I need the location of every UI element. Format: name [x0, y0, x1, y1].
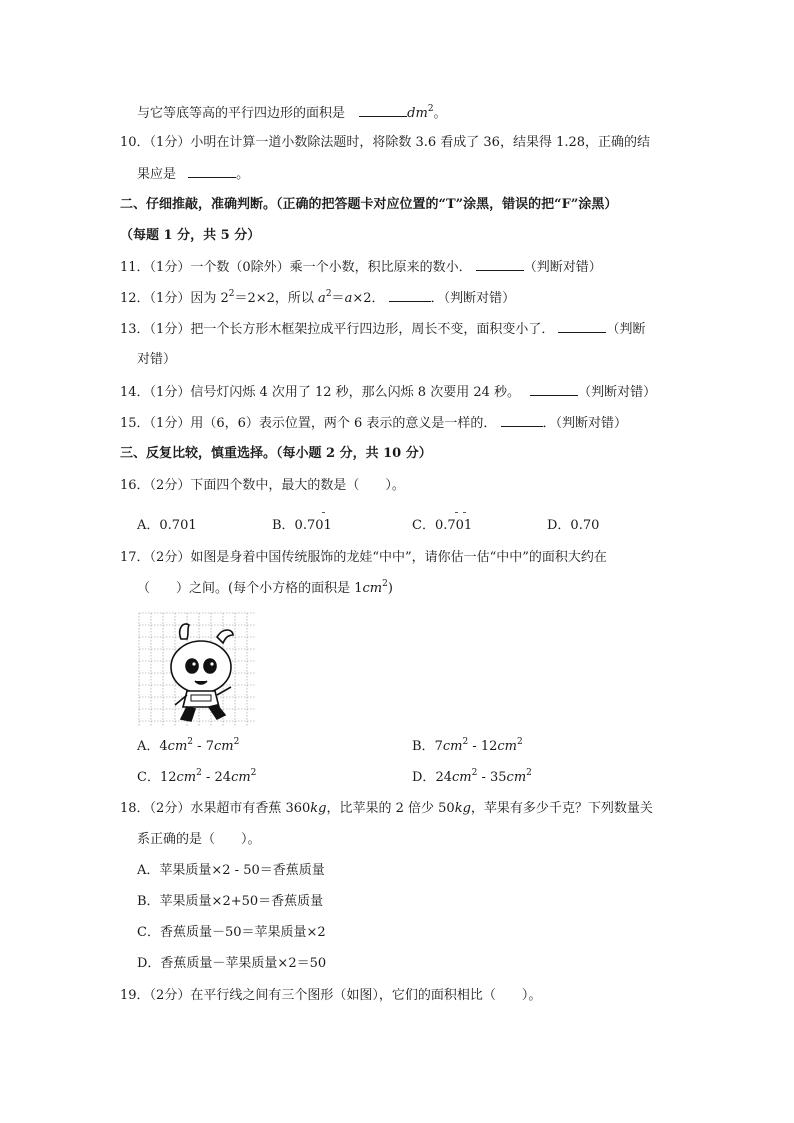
question-12 — [120, 288, 515, 309]
dash: - — [193, 739, 206, 754]
question-14 — [120, 382, 656, 403]
question-number: 19． — [120, 988, 150, 1003]
answer-blank[interactable] — [476, 257, 524, 271]
unit: cm — [362, 581, 383, 596]
unit: kg — [310, 801, 327, 816]
question-18-line2: 系正确的是（ ）。 — [137, 832, 261, 847]
option-value: 12 — [159, 770, 177, 785]
section-3-title: 三、反复比较，慎重选择。（每小题 2 分，共 10 分） — [120, 446, 432, 461]
dash: - — [201, 770, 215, 785]
question-number: 12． — [120, 291, 150, 306]
superscript: 2 — [228, 289, 235, 299]
option-b[interactable]: B．苹果质量×2+50＝香蕉质量 — [137, 894, 324, 909]
superscript: 2 — [526, 768, 532, 778]
unit: dm — [407, 106, 428, 121]
option-d[interactable]: D．香蕉质量－苹果质量×2＝50 — [137, 956, 327, 971]
grid-image — [137, 611, 257, 729]
question-text: 下面四个数中，最大的数是（ ）。 — [190, 478, 405, 493]
answer-blank[interactable] — [188, 164, 236, 178]
question-number: 18． — [120, 801, 150, 816]
text-part: 水果超市有香蕉 360 — [190, 801, 311, 816]
option-label: C． — [137, 770, 160, 785]
question-text: 一个数（0除外）乘一个小数，积比原来的数小． — [190, 260, 472, 275]
superscript: 2 — [462, 737, 469, 747]
option-value: 24 — [435, 770, 452, 785]
superscript: 2 — [233, 737, 240, 747]
option-value: 12 — [480, 739, 498, 754]
option-label: D． — [412, 770, 436, 785]
question-number: 16． — [120, 478, 150, 493]
text-part: 因为 2 — [190, 291, 229, 306]
superscript: 2 — [196, 768, 202, 778]
superscript: 2 — [187, 737, 194, 747]
option-value: 7 — [205, 739, 214, 754]
repeat-dot — [455, 512, 458, 513]
question-score: （1分） — [149, 135, 191, 150]
option-value: 35 — [490, 770, 507, 785]
unit: cm — [167, 739, 188, 754]
answer-blank[interactable] — [359, 103, 407, 117]
question-tail: ．（判断对错） — [542, 416, 628, 431]
dash: - — [468, 739, 481, 754]
option-a[interactable]: A．0.701 — [137, 518, 197, 533]
question-score: （1分） — [149, 322, 191, 337]
option-value: 7 — [434, 739, 443, 754]
option-c[interactable]: C．0.701 — [412, 518, 473, 533]
question-score: （2分） — [149, 550, 191, 565]
question-13 — [120, 319, 646, 340]
option-a[interactable]: A．苹果质量×2 - 50＝香蕉质量 — [137, 863, 325, 878]
option-b[interactable]: B．0.701 — [272, 518, 332, 533]
q9-tail — [137, 103, 447, 124]
q9-text: 与它等底等高的平行四边形的面积是 — [137, 106, 346, 121]
unit: cm — [451, 770, 472, 785]
question-tail: ．（判断对错） — [430, 291, 516, 306]
question-text: 果应是 — [137, 167, 177, 182]
question-tail: （判断 — [606, 322, 646, 337]
question-text: （ ）之间。(每个小方格的面积是 1 — [137, 581, 363, 596]
repeat-dot — [463, 512, 466, 513]
question-17 — [120, 548, 607, 568]
option-c[interactable] — [137, 768, 256, 788]
question-13-line2: 对错） — [137, 352, 177, 367]
text-part: ＝2×2，所以 — [234, 291, 319, 306]
question-10-line2 — [137, 164, 249, 185]
answer-blank[interactable] — [558, 319, 606, 333]
question-18 — [120, 799, 653, 819]
unit: cm — [176, 770, 197, 785]
question-tail: （判断对错） — [578, 385, 657, 400]
variable: a — [344, 291, 353, 306]
superscript: 2 — [250, 768, 257, 778]
answer-blank[interactable] — [501, 413, 543, 427]
question-number: 17． — [120, 550, 150, 565]
answer-blank[interactable] — [530, 382, 578, 396]
question-score: （2分） — [149, 801, 191, 816]
dash: - — [477, 770, 490, 785]
punct: 。 — [236, 167, 250, 182]
question-text: 如图是身着中国传统服饰的龙娃“中中”，请你估一估“中中”的面积大约在 — [190, 550, 607, 565]
dragon-character — [171, 624, 233, 721]
question-10 — [120, 133, 650, 153]
question-19 — [120, 986, 541, 1006]
unit: cm — [213, 739, 234, 754]
unit: cm — [506, 770, 527, 785]
question-number: 13． — [120, 322, 150, 337]
question-score: （2分） — [149, 988, 191, 1003]
question-score: （1分） — [149, 291, 191, 306]
text-part: ，苹果有多少千克？下列数量关 — [470, 801, 653, 816]
text-part: ，比苹果的 2 倍少 50 — [326, 801, 455, 816]
question-score: （2分） — [149, 478, 191, 493]
question-text: 把一个长方形木框架拉成平行四边形，周长不变，面积变小了． — [190, 322, 555, 337]
punct: ) — [387, 581, 393, 596]
question-text: 用（6，6）表示位置，两个 6 表示的意义是一样的． — [190, 416, 497, 431]
option-value: 4 — [159, 739, 168, 754]
option-a[interactable] — [137, 737, 239, 757]
question-text: 小明在计算一道小数除法题时，将除数 3.6 看成了 36，结果得 1.28，正确的结 — [190, 135, 651, 150]
superscript: 2 — [382, 579, 388, 589]
dragon-figure — [137, 611, 257, 729]
question-text: 信号灯闪烁 4 次用了 12 秒，那么闪烁 8 次要用 24 秒。 — [190, 385, 521, 400]
superscript: 2 — [517, 737, 523, 747]
option-d[interactable] — [412, 768, 532, 788]
text-part: ＝ — [331, 291, 345, 306]
question-number: 15． — [120, 416, 150, 431]
section-2-title: 二、仔细推敲，准确判断。（正确的把答题卡对应位置的“T”涂黑，错误的把“F”涂黑） — [120, 197, 618, 212]
question-score: （1分） — [149, 385, 191, 400]
option-d[interactable]: D．0.70 — [547, 518, 600, 533]
question-number: 10． — [120, 135, 150, 150]
superscript: 2 — [471, 768, 478, 778]
option-label: A． — [137, 739, 160, 754]
punct: 。 — [433, 106, 447, 121]
unit: kg — [454, 801, 471, 816]
option-b[interactable] — [412, 737, 523, 757]
question-17-line2 — [137, 579, 393, 599]
unit: cm — [231, 770, 251, 785]
question-text: 在平行线之间有三个图形（如图），它们的面积相比（ ）。 — [190, 988, 542, 1003]
variable: a — [318, 291, 326, 306]
option-value: 24 — [214, 770, 232, 785]
option-label: B． — [412, 739, 435, 754]
question-number: 11． — [120, 260, 150, 275]
superscript: 2 — [325, 289, 332, 299]
option-c[interactable]: C．香蕉质量－50＝苹果质量×2 — [137, 925, 326, 940]
answer-blank[interactable] — [389, 288, 431, 302]
question-score: （1分） — [149, 416, 191, 431]
unit: cm — [497, 739, 518, 754]
superscript: 2 — [427, 104, 434, 114]
question-16 — [120, 476, 405, 496]
question-11 — [120, 257, 602, 278]
unit: cm — [442, 739, 463, 754]
question-score: （1分） — [149, 260, 191, 275]
question-tail: （判断对错） — [523, 260, 602, 275]
text-part: ×2． — [352, 291, 385, 306]
question-number: 14． — [120, 385, 150, 400]
repeat-dot — [322, 512, 325, 513]
section-2-sub: （每题 1 分，共 5 分） — [120, 228, 261, 243]
question-15 — [120, 413, 627, 434]
